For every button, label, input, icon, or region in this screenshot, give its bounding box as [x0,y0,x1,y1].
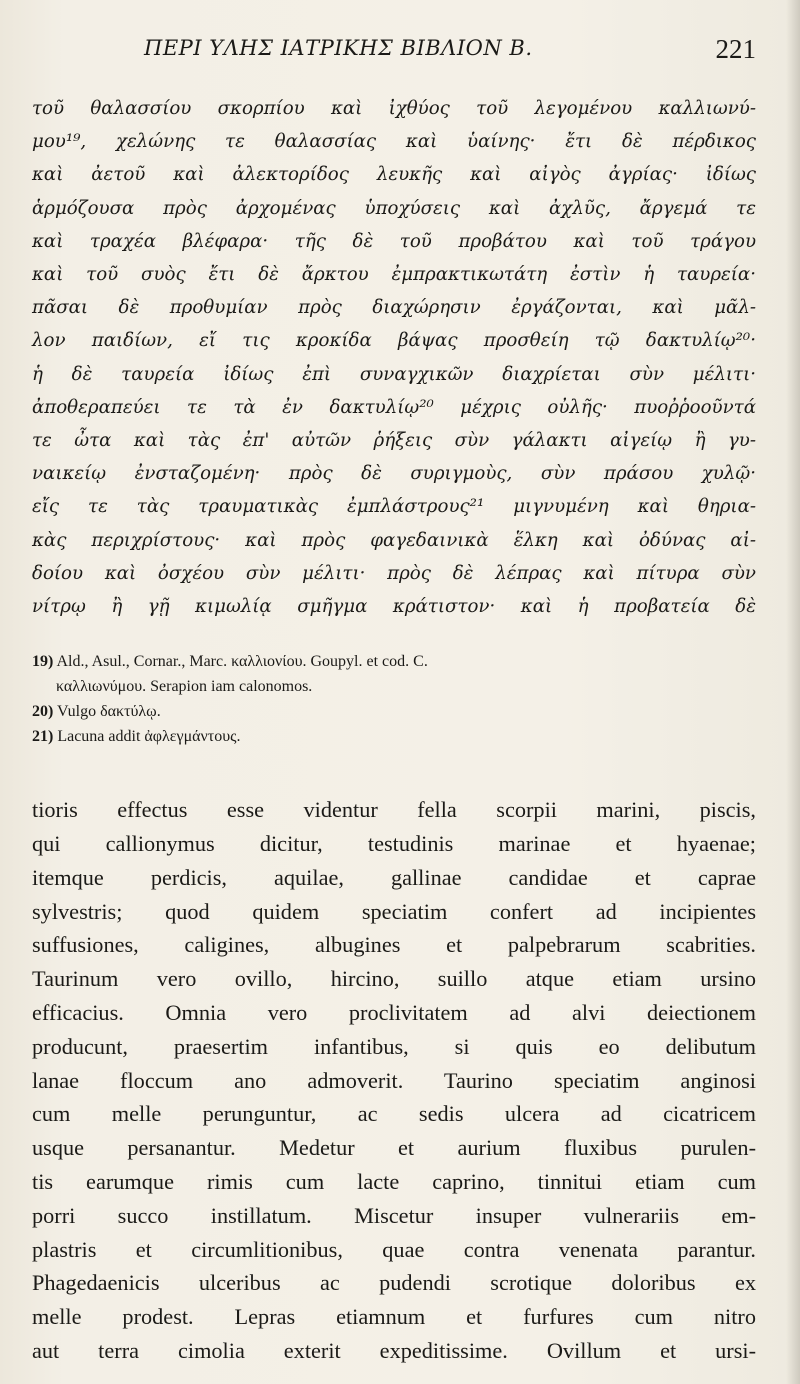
greek-text-line: νίτρῳ ἢ γῇ κιμωλίᾳ σμῆγμα κράτιστον· καὶ ἡ προβατεία δὲ [32,596,756,618]
latin-text-line: suffusiones, caligines, albugines et palpebrarum scabrities. [32,932,756,958]
footnote-text: Ald., Asul., Cornar., Marc. καλλιονίου. Goupyl. et cod. C. [56,653,428,671]
latin-text-line: sylvestris; quod quidem speciatim confert ad incipientes [32,898,756,924]
greek-text-line: ἀποθεραπεύει τε τὰ ἐν δακτυλίῳ²⁰ μέχρις οὐλῆς· πυοῤῥοοῦντά [32,396,756,418]
footnote-text: Vulgo δακτύλῳ. [57,703,161,721]
latin-text-line: Taurinum vero ovillo, hircino, suillo atque etiam ursino [32,966,756,992]
latin-text-line: lanae floccum ano admoverit. Taurino speciatim anginosi [32,1067,756,1093]
page-edge-shadow [786,0,800,1384]
latin-text-line: Phagedaenicis ulceribus ac pudendi scrotique doloribus ex [32,1270,756,1296]
footnote-label: 19) [32,653,54,671]
footnote-text: καλλιωνύμου. Serapion iam calonomos. [56,678,313,696]
greek-text-line: τοῦ θαλασσίου σκορπίου καὶ ἰχθύος τοῦ λεγομένου καλλιωνύ- [32,98,756,119]
footnote-label: 20) [32,703,54,721]
greek-text-line: ἡ δὲ ταυρεία ἰδίως ἐπὶ συναγχικῶν διαχρίεται σὺν μέλιτι· [32,363,756,385]
greek-text-line: μου¹⁹, χελώνης τε θαλασσίας καὶ ὑαίνης· ἔτι δὲ πέρδικος [32,131,756,153]
footnote [32,699,756,724]
greek-text-line: τε ὦτα καὶ τὰς ἐπ' αὐτῶν ῥήξεις σὺν γάλακτι αἰγείῳ ἢ γυ- [32,430,756,452]
greek-text-line: κὰς περιχρίστους· καὶ πρὸς φαγεδαινικὰ ἕλκη καὶ ὀδύνας αἰ- [32,529,756,551]
latin-text-line: efficacius. Omnia vero proclivitatem ad alvi deiectionem [32,1000,756,1026]
page-number: 221 [715,34,756,64]
latin-text-line: cum melle perunguntur, ac sedis ulcera ad cicatricem [32,1101,756,1127]
greek-text-line: καὶ τοῦ συὸς ἔτι δὲ ἄρκτου ἐμπρακτικωτάτη ἐστὶν ἡ ταυρεία· [32,264,756,286]
latin-text-line: producunt, praesertim infantibus, si quis eo delibutum [32,1033,756,1059]
footnote [32,649,756,674]
latin-translation-block [32,793,756,1368]
latin-text-line: tioris effectus esse videntur fella scorpii marini, piscis, [32,797,756,823]
running-title: ΠΕΡΙ ΥΛΗΣ ΙΑΤΡΙΚΗΣ ΒΙΒΛΙΟΝ Β. [144,36,533,60]
latin-text-line: itemque perdicis, aquilae, gallinae candidae et caprae [32,864,756,890]
latin-text-line: plastris et circumlitionibus, quae contra venenata parantur. [32,1236,756,1262]
greek-text-line: δοίου καὶ ὀσχέου σὺν μέλιτι· πρὸς δὲ λέπρας καὶ πίτυρα σὺν [32,562,756,584]
footnote-label: 21) [32,728,54,746]
latin-text-line: aut terra cimolia exterit expeditissime. Ovillum et ursi- [32,1338,756,1363]
greek-text-line: ἁρμόζουσα πρὸς ἀρχομένας ὑποχύσεις καὶ ἀχλῦς, ἄργεμά τε [32,197,756,219]
footnotes-block [32,649,756,749]
greek-text-line: λον παιδίων, εἴ τις κροκίδα βάψας προσθείη τῷ δακτυλίῳ²⁰· [32,330,756,352]
greek-text-line: πᾶσαι δὲ προθυμίαν πρὸς διαχώρησιν ἐργάζονται, καὶ μᾶλ- [32,297,756,319]
footnote-text: Lacuna addit ἀφλεγμάντους. [57,728,241,746]
greek-text-line: ναικείῳ ἐνσταζομένη· πρὸς δὲ συριγμοὺς, σὺν πράσου χυλῷ· [32,463,756,485]
footnote [32,724,756,749]
greek-text-block [32,92,756,623]
latin-text-line: porri succo instillatum. Miscetur insuper vulnerariis em- [32,1202,756,1228]
latin-text-line: usque persanantur. Medetur et aurium fluxibus purulen- [32,1135,756,1161]
latin-text-line: tis earumque rimis cum lacte caprino, tinnitui etiam cum [32,1169,756,1195]
greek-text-line: εἴς τε τὰς τραυματικὰς ἐμπλάστρους²¹ μιγνυμένη καὶ θηρια- [32,496,756,518]
latin-text-line: qui callionymus dicitur, testudinis marinae et hyaenae; [32,831,756,857]
greek-text-line: καὶ ἀετοῦ καὶ ἀλεκτορίδος λευκῆς καὶ αἰγὸς ἀγρίας· ἰδίως [32,164,756,186]
greek-text-line: καὶ τραχέα βλέφαρα· τῆς δὲ τοῦ προβάτου καὶ τοῦ τράγου [32,230,756,252]
running-head [144,30,756,70]
latin-text-line: melle prodest. Lepras etiamnum et furfures cum nitro [32,1304,756,1330]
footnote [32,674,756,699]
